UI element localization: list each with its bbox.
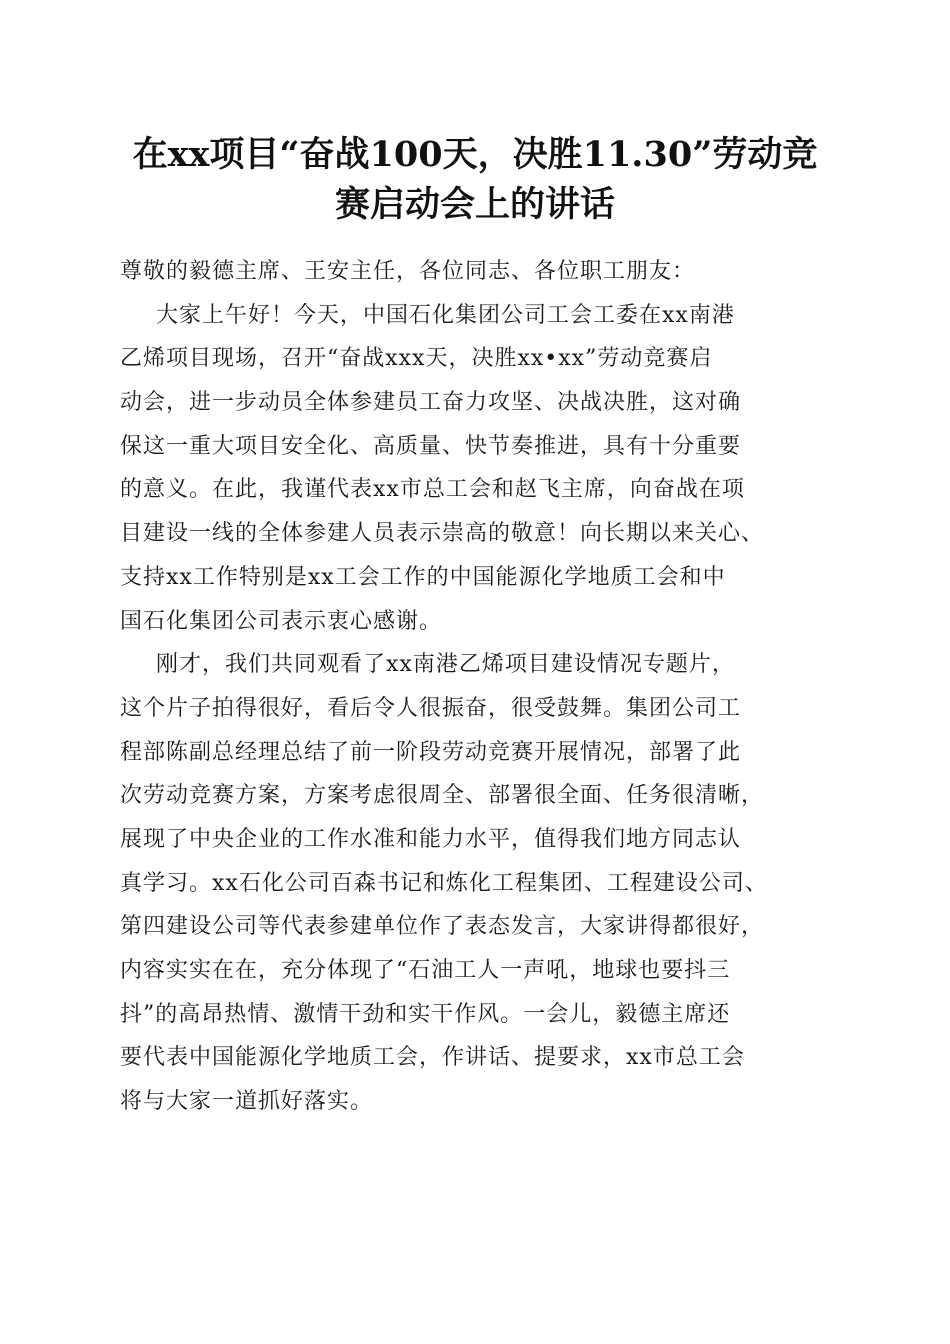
paragraph-2-line-7: 第四建设公司等代表参建单位作了表态发言，大家讲得都很好，: [120, 914, 765, 940]
salutation: 尊敬的毅德主席、王安主任，各位同志、各位职工朋友：: [120, 259, 696, 284]
paragraph-1-line-8: 国石化集团公司表示衷心感谢。: [120, 608, 443, 634]
paragraph-2-line-4: 次劳动竞赛方案，方案考虑很周全、部署很全面、任务很清晰，: [120, 783, 765, 809]
paragraph-1-line-6: 目建设一线的全体参建人员表示崇高的敬意！向长期以来关心、: [120, 521, 765, 547]
paragraph-1-line-4: 保这一重大项目安全化、高质量、快节奏推进，具有十分重要: [120, 433, 742, 459]
paragraph-2-line-2: 这个片子拍得很好，看后令人很振奋，很受鼓舞。集团公司工: [120, 695, 742, 721]
paragraph-2-line-1: 刚才，我们共同观看了xx南港乙烯项目建设情况专题片，: [156, 652, 735, 678]
paragraph-1-line-5: 的意义。在此，我谨代表xx市总工会和赵飞主席，向奋战在项: [120, 477, 745, 503]
title-line-1: 在xx项目“奋战100天，决胜11.30”劳动竞: [132, 134, 818, 175]
paragraph-2-line-11: 将与大家一道抓好落实。: [120, 1089, 374, 1115]
document-body: [120, 250, 832, 1124]
paragraph-2-line-3: 程部陈副总经理总结了前一阶段劳动竞赛开展情况，部署了此: [120, 739, 742, 765]
title-line-2: 赛启动会上的讲话: [334, 184, 615, 225]
paragraph-2-line-10: 要代表中国能源化学地质工会，作讲话、提要求，xx市总工会: [120, 1045, 745, 1071]
paragraph-2-line-8: 内容实实在在，充分体现了“石油工人一声吼，地球也要抖三: [120, 958, 731, 983]
paragraph-1-line-3: 动会，进一步动员全体参建员工奋力攻坚、决战决胜，这对确: [120, 390, 742, 416]
paragraph-2-line-5: 展现了中央企业的工作水准和能力水平，值得我们地方同志认: [120, 826, 742, 852]
paragraph-1-line-1: 大家上午好！今天，中国石化集团公司工会工委在xx南港: [156, 302, 735, 328]
paragraph-2-line-9: 抖”的高昂热情、激情干劲和实干作风。一会儿，毅德主席还: [120, 1001, 731, 1027]
document-title: [100, 130, 850, 230]
paragraph-1-line-7: 支持xx工作特别是xx工会工作的中国能源化学地质工会和中: [120, 564, 726, 590]
paragraph-1-line-2: 乙烯项目现场，召开“奋战xxx天，决胜xx•xx”劳动竞赛启: [120, 346, 713, 372]
paragraph-2-line-6: 真学习。xx石化公司百森书记和炼化工程集团、工程建设公司、: [120, 870, 768, 896]
